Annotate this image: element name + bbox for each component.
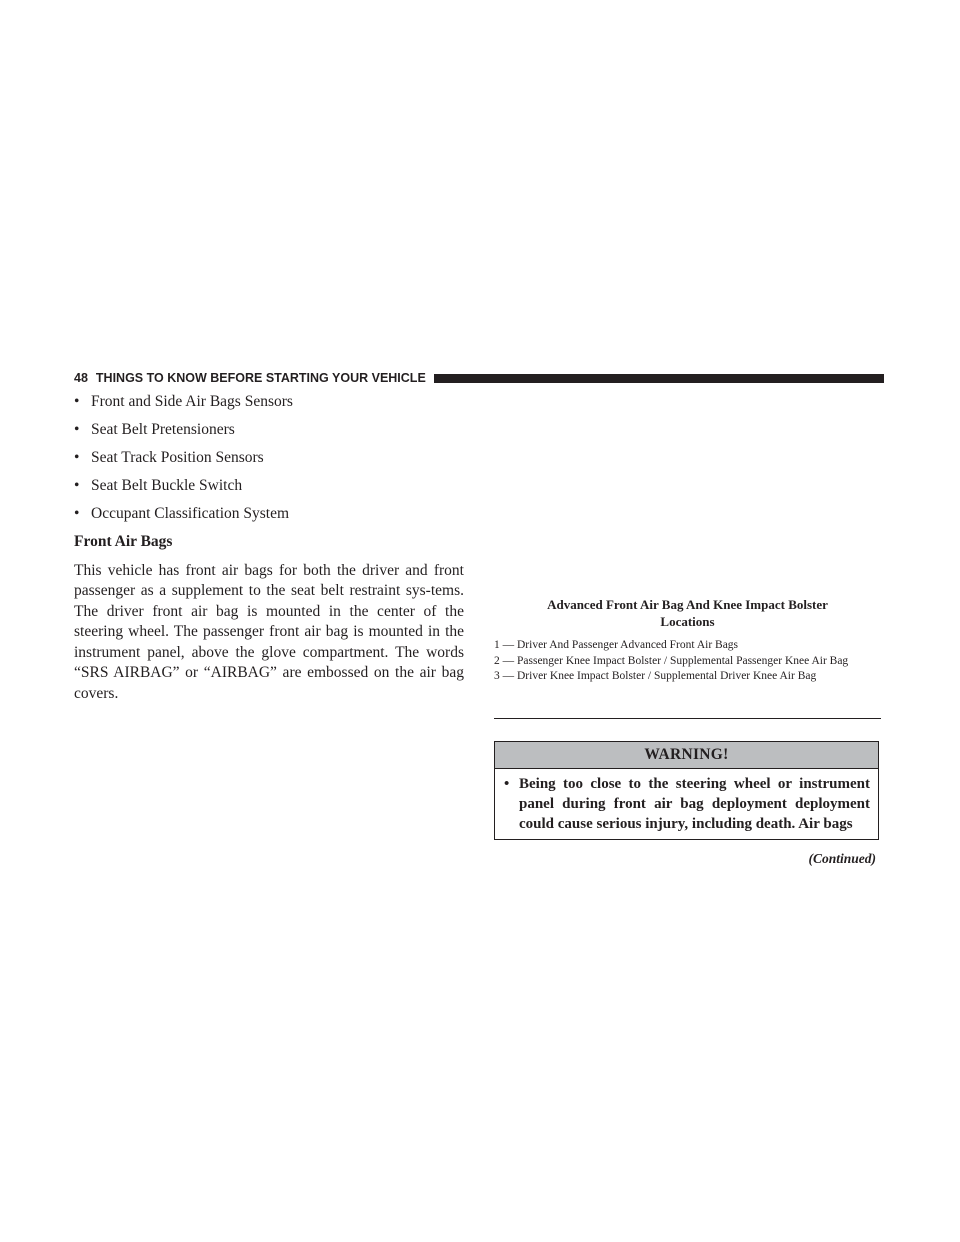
warning-box bbox=[494, 741, 879, 840]
warning-text: Being too close to the steering wheel or instrument panel during front air bag deployment deployment could cause serious injury, including death. Air bags bbox=[519, 776, 870, 832]
header-rule bbox=[434, 374, 884, 383]
list-item: • Seat Track Position Sensors bbox=[74, 448, 464, 469]
bullet-icon: • bbox=[74, 505, 80, 523]
legend-item: 2 — Passenger Knee Impact Bolster / Supplemental Passenger Knee Air Bag bbox=[494, 654, 849, 667]
bullet-icon: • bbox=[74, 449, 80, 467]
legend-divider bbox=[494, 718, 881, 719]
page-number: 48 bbox=[74, 371, 88, 385]
bullet-icon: • bbox=[74, 393, 80, 410]
legend-item: 1 — Driver And Passenger Advanced Front Air Bags bbox=[494, 639, 739, 651]
bullet-icon: • bbox=[74, 477, 80, 495]
bullet-icon: • bbox=[74, 421, 80, 439]
list-item: • Seat Belt Pretensioners bbox=[74, 420, 464, 441]
front-air-bags-heading: Front Air Bags bbox=[74, 533, 173, 551]
component-list bbox=[74, 392, 464, 525]
bullet-icon: • bbox=[504, 776, 510, 792]
figure-caption: Advanced Front Air Bag And Knee Impact Bolster Locations bbox=[547, 597, 828, 629]
warning-body bbox=[495, 769, 878, 834]
left-column bbox=[74, 392, 464, 704]
list-item: • Front and Side Air Bags Sensors bbox=[74, 392, 464, 413]
figure-legend bbox=[494, 638, 881, 685]
warning-title: WARNING! bbox=[495, 742, 878, 769]
continued-label: (Continued) bbox=[808, 851, 876, 866]
list-item: • Occupant Classification System bbox=[74, 504, 464, 525]
page-header bbox=[74, 368, 884, 388]
legend-item: 3 — Driver Knee Impact Bolster / Supplemental Driver Knee Air Bag bbox=[494, 670, 817, 682]
front-air-bags-paragraph: This vehicle has front air bags for both the driver and front passenger as a supplement to the seat belt restraint sys-tems. The driver front air bag is mounted in the center of the steering wheel. The passenger front air bag is mounted in the instrument panel, above the glove compartment. The words “SRS AIRBAG” or “AIRBAG” are embossed on the air bag covers. bbox=[74, 561, 464, 702]
list-item: • Seat Belt Buckle Switch bbox=[74, 476, 464, 497]
section-title: THINGS TO KNOW BEFORE STARTING YOUR VEHICLE bbox=[95, 371, 426, 385]
